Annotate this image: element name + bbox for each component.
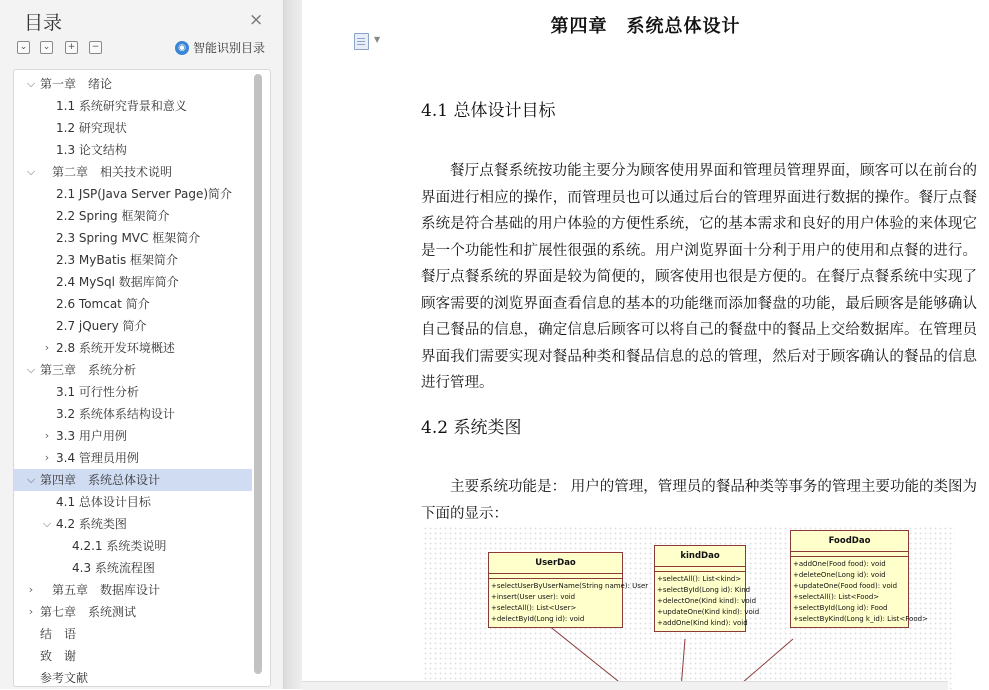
toc-item[interactable] bbox=[14, 249, 252, 271]
collapse-all-button[interactable] bbox=[17, 41, 30, 54]
toc-item-label: 2.2 Spring 框架简介 bbox=[56, 209, 170, 223]
uml-class-fooddao bbox=[790, 530, 928, 628]
toc-list bbox=[13, 69, 271, 687]
close-icon[interactable]: × bbox=[249, 10, 264, 30]
toc-item-label: 第四章 系统总体设计 bbox=[40, 473, 161, 487]
toc-item[interactable] bbox=[14, 535, 252, 557]
chevron-right-icon[interactable]: › bbox=[28, 583, 34, 596]
toc-item[interactable] bbox=[14, 95, 252, 117]
uml-class-userdao bbox=[488, 552, 649, 628]
toc-item-label: 2.3 Spring MVC 框架简介 bbox=[56, 231, 201, 245]
section-heading-4-2: 4.2 系统类图 bbox=[421, 418, 522, 438]
toc-item-label: 第一章 绪论 bbox=[40, 77, 113, 91]
toc-item[interactable] bbox=[14, 315, 252, 337]
toc-title: 目录 bbox=[24, 12, 63, 34]
uml-class-kinddao bbox=[654, 545, 760, 632]
toc-item-label: 2.7 jQuery 简介 bbox=[56, 319, 147, 333]
uml-class-name: UserDao bbox=[489, 553, 622, 574]
uml-ops bbox=[489, 579, 649, 627]
toc-item-label: 第五章 数据库设计 bbox=[52, 583, 161, 597]
toc-item-label: 2.1 JSP(Java Server Page)简介 bbox=[56, 187, 233, 201]
toc-scrollbar[interactable] bbox=[254, 74, 262, 674]
plus-icon: + bbox=[67, 42, 76, 52]
uml-op: +selectAll(): List<User> bbox=[491, 604, 577, 612]
toc-item[interactable] bbox=[14, 557, 252, 579]
section-paragraph-4-2: 主要系统功能是： 用户的管理，管理员的餐品种类等事务的管理主要功能的类图为下面的显示： bbox=[421, 479, 977, 522]
toc-item[interactable] bbox=[14, 667, 252, 687]
chapter-title: 第四章 系统总体设计 bbox=[550, 16, 741, 37]
toc-item[interactable] bbox=[14, 645, 252, 667]
toc-item-label: 致 谢 bbox=[40, 649, 77, 663]
document-gutter bbox=[284, 0, 302, 689]
toc-item-label: 3.4 管理员用例 bbox=[56, 451, 139, 465]
toc-item-label: 参考文献 bbox=[40, 671, 89, 685]
toc-item-label: 3.3 用户用例 bbox=[56, 429, 127, 443]
uml-relation-line bbox=[548, 625, 628, 689]
uml-op: +selectByKind(Long k_id): List<Food> bbox=[793, 615, 928, 623]
chevron-down-icon[interactable]: ⌵ bbox=[26, 473, 36, 486]
toc-item-label: 2.8 系统开发环境概述 bbox=[56, 341, 175, 355]
uml-op: +delectById(Long id): void bbox=[491, 615, 585, 623]
toc-item[interactable] bbox=[14, 381, 252, 403]
uml-class-diagram bbox=[423, 526, 955, 689]
toc-item[interactable] bbox=[14, 227, 252, 249]
toc-item[interactable] bbox=[14, 623, 252, 645]
minus-icon: − bbox=[91, 42, 100, 52]
expand-level-button[interactable] bbox=[40, 41, 53, 54]
chevron-down-icon[interactable]: ⌵ bbox=[26, 363, 36, 376]
toc-item[interactable] bbox=[14, 205, 252, 227]
uml-op: +addOne(Food food): void bbox=[793, 560, 886, 568]
toc-item[interactable] bbox=[14, 73, 252, 95]
toc-item-label: 3.2 系统体系结构设计 bbox=[56, 407, 175, 421]
chevron-right-icon[interactable]: › bbox=[44, 341, 50, 354]
uml-op: +updateOne(Food food): void bbox=[793, 582, 898, 590]
uml-class-name: FoodDao bbox=[791, 531, 908, 552]
toc-item-label: 1.2 研究现状 bbox=[56, 121, 127, 135]
toc-item[interactable] bbox=[14, 491, 252, 513]
add-heading-button[interactable] bbox=[65, 41, 78, 54]
section-heading-4-1: 4.1 总体设计目标 bbox=[421, 101, 556, 121]
smart-recognize-icon: ◉ bbox=[175, 41, 189, 55]
uml-op: +selectAll(): List<Food> bbox=[793, 593, 880, 601]
section-paragraph-4-1: 餐厅点餐系统按功能主要分为顾客使用界面和管理员管理界面，顾客可以在前台的界面进行相应的操作，而管理员也可以通过后台的管理界面进行数据的操作。餐厅点餐系统是符合基础的用户体验的方便性系统，它的基本需求和良好的用户体验的来体现它是一个功能性和扩展性很强的系统。用户浏览界面十分利于用户的使用和点餐的进行。餐厅点餐系统的界面是较为简便的，顾客使用也很是方便的。在餐厅点餐系统中实现了顾客需要的浏览界面查看信息的基本的功能继而添加餐盘的功能，最后顾客是能够确认自己餐品的信息，确定信息后顾客可以将自己的餐盘中的餐品上交给数据库。在管理员界面我们需要实现对餐品种类和餐品信息的总的管理，然后对于顾客确认的餐品的信息进行管理。 bbox=[421, 163, 977, 391]
toc-item[interactable] bbox=[14, 469, 252, 491]
toc-item-label: 第七章 系统测试 bbox=[40, 605, 137, 619]
toc-item[interactable] bbox=[14, 117, 252, 139]
toc-item[interactable] bbox=[14, 139, 252, 161]
toc-item[interactable] bbox=[14, 183, 252, 205]
toc-item-label: 第三章 系统分析 bbox=[40, 363, 137, 377]
uml-ops bbox=[655, 572, 760, 631]
toc-item-label: 1.3 论文结构 bbox=[56, 143, 127, 157]
chevron-down-icon[interactable]: ⌵ bbox=[26, 77, 36, 90]
chevron-right-icon[interactable]: › bbox=[28, 605, 34, 618]
toc-item[interactable] bbox=[14, 425, 252, 447]
toc-item[interactable] bbox=[14, 359, 252, 381]
chevron-down-icon[interactable]: ⌵ bbox=[42, 517, 52, 530]
chevron-right-icon[interactable]: › bbox=[44, 429, 50, 442]
smart-toc-button[interactable] bbox=[175, 39, 265, 56]
toc-item[interactable] bbox=[14, 161, 252, 183]
uml-class-name: kindDao bbox=[655, 546, 745, 567]
toc-item-label: 4.3 系统流程图 bbox=[72, 561, 155, 575]
dropdown-caret-icon[interactable]: ▼ bbox=[374, 35, 381, 44]
uml-op: +selectAll(): List<kind> bbox=[657, 575, 742, 583]
chevron-down-icon: ⌄ bbox=[42, 42, 51, 52]
toc-item-label: 4.2.1 系统类说明 bbox=[72, 539, 167, 553]
toc-item-label: 4.2 系统类图 bbox=[56, 517, 127, 531]
uml-op: +deleteOne(Long id): void bbox=[793, 571, 886, 579]
uml-op: +selectById(Long id): Kind bbox=[657, 586, 751, 594]
toc-item-label: 第二章 相关技术说明 bbox=[52, 165, 173, 179]
uml-op: +insert(User user): void bbox=[491, 593, 576, 601]
toc-item-label: 1.1 系统研究背景和意义 bbox=[56, 99, 187, 113]
toc-item[interactable] bbox=[14, 579, 252, 601]
toc-item[interactable] bbox=[14, 447, 252, 469]
remove-heading-button[interactable] bbox=[89, 41, 102, 54]
toc-item-label: 4.1 总体设计目标 bbox=[56, 495, 151, 509]
toc-item-label: 2.6 Tomcat 简介 bbox=[56, 297, 150, 311]
document-page bbox=[302, 0, 989, 689]
toc-item[interactable] bbox=[14, 513, 252, 535]
toc-item-label: 2.3 MyBatis 框架简介 bbox=[56, 253, 179, 267]
uml-op: +updateOne(Kind kind): void bbox=[657, 608, 760, 616]
uml-op: +selectUserByUserName(String name): User bbox=[491, 582, 649, 590]
toc-item[interactable] bbox=[14, 271, 252, 293]
chevron-right-icon[interactable]: › bbox=[44, 451, 50, 464]
toc-item[interactable] bbox=[14, 337, 252, 359]
toc-item-label: 结 语 bbox=[40, 627, 77, 641]
toc-item-label: 2.4 MySql 数据库简介 bbox=[56, 275, 179, 289]
uml-op: +selectById(Long id): Food bbox=[793, 604, 888, 612]
toc-item-label: 3.1 可行性分析 bbox=[56, 385, 139, 399]
chevron-down-icon[interactable]: ⌵ bbox=[26, 165, 36, 178]
uml-op: +addOne(Kind kind): void bbox=[657, 619, 748, 627]
chevron-down-icon: ⌄ bbox=[19, 42, 28, 52]
uml-ops bbox=[791, 557, 928, 627]
uml-op: +delectOne(Kind kind): void bbox=[657, 597, 757, 605]
toc-item[interactable] bbox=[14, 601, 252, 623]
toc-pane bbox=[0, 0, 284, 689]
toc-scrollbar-thumb[interactable] bbox=[254, 74, 262, 674]
smart-toc-label: 智能识别目录 bbox=[193, 41, 266, 55]
toc-item[interactable] bbox=[14, 293, 252, 315]
toc-item[interactable] bbox=[14, 403, 252, 425]
